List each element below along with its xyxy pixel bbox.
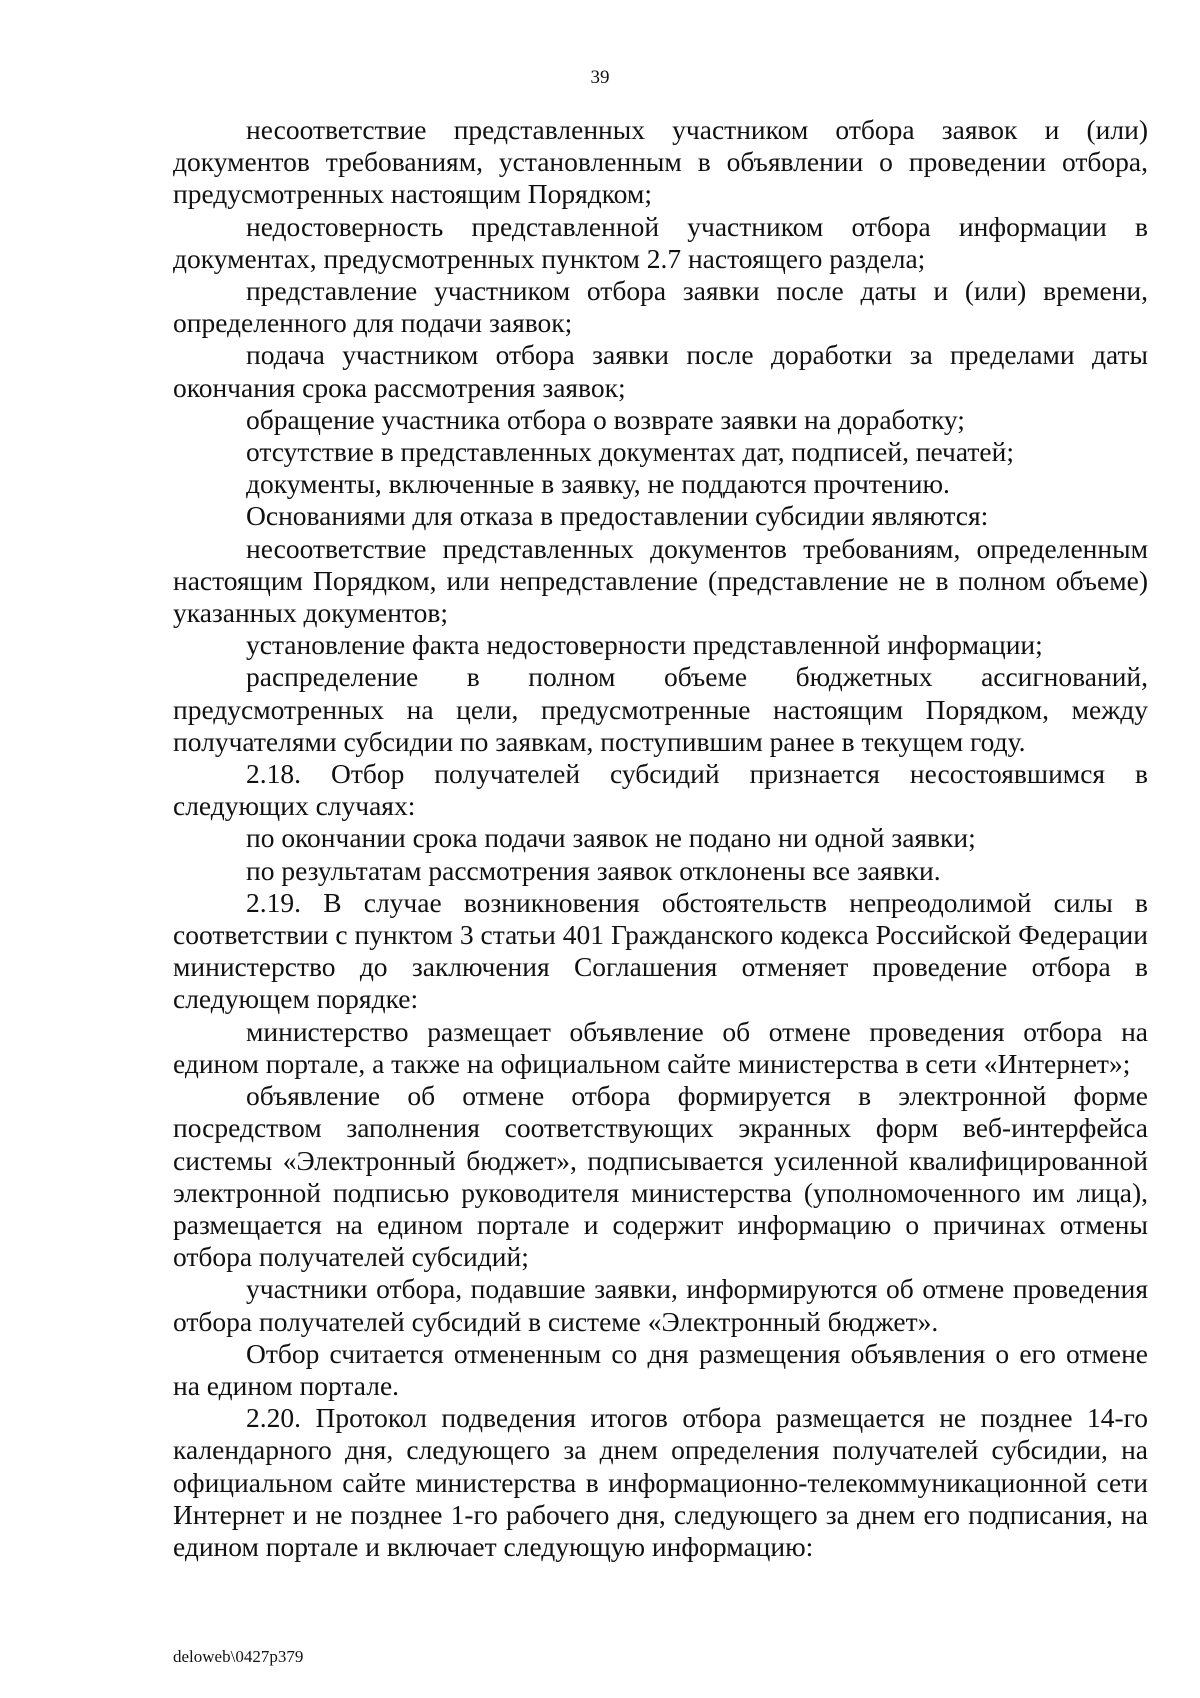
- paragraph: подача участником отбора заявки после доработки за пределами даты окончания срока рассмотрения заявок;: [173, 339, 1148, 403]
- paragraph: министерство размещает объявление об отмене проведения отбора на едином портале, а также на официальном сайте министерства в сети «Интернет»;: [173, 1015, 1148, 1079]
- paragraph: обращение участника отбора о возврате заявки на доработку;: [246, 403, 965, 435]
- paragraph: по окончании срока подачи заявок не подано ни одной заявки;: [246, 822, 976, 854]
- paragraph: несоответствие представленных документов требованиям, определенным настоящим Порядком, или непредставление (представление не в полном объеме) указанных документов;: [173, 532, 1148, 629]
- paragraph: представление участником отбора заявки после даты и (или) времени, определенного для подачи заявок;: [173, 275, 1148, 339]
- paragraph: объявление об отмене отбора формируется в электронной форме посредством заполнения соответствующих экранных форм веб-интерфейса системы «Электронный бюджет», подписывается усиленной квалифицированной электронной подписью руководителя министерства (уполномоченного им лица), размещается на едином портале и содержит информацию о причинах отмены отбора получателей субсидий;: [173, 1080, 1148, 1273]
- document-body: [173, 114, 1148, 1563]
- paragraph: по результатам рассмотрения заявок отклонены все заявки.: [246, 854, 941, 886]
- paragraph: распределение в полном объеме бюджетных ассигнований, предусмотренных на цели, предусмотренные настоящим Порядком, между получателями субсидии по заявкам, поступившим ранее в текущем году.: [173, 661, 1148, 757]
- paragraph: документы, включенные в заявку, не поддаются прочтению.: [246, 468, 950, 500]
- paragraph: несоответствие представленных участником отбора заявок и (или) документов требованиям, установленным в объявлении о проведении отбора, предусмотренных настоящим Порядком;: [173, 114, 1148, 210]
- paragraph: отсутствие в представленных документах дат, подписей, печатей;: [246, 436, 1014, 468]
- section-2-19: 2.19. В случае возникновения обстоятельств непреодолимой силы в соответствии с пунктом 3 статьи 401 Гражданского кодекса Российской Федерации министерство до заключения Соглашения отменяет проведение отбора в следующем порядке:: [173, 886, 1148, 1015]
- paragraph: Отбор считается отмененным со дня размещения объявления о его отмене на едином портале.: [173, 1337, 1148, 1401]
- page-number: 39: [590, 67, 610, 88]
- paragraph: установление факта недостоверности представленной информации;: [246, 629, 1043, 661]
- section-2-20: 2.20. Протокол подведения итогов отбора размещается не позднее 14-го календарного дня, следующего за днем определения получателей субсидии, на официальном сайте министерства в информационно-телекоммуникационной сети Интернет и не позднее 1-го рабочего дня, следующего за днем его подписания, на едином портале и включает следующую информацию:: [173, 1402, 1148, 1562]
- paragraph: Основаниями для отказа в предоставлении субсидии являются:: [246, 500, 989, 532]
- section-2-18: 2.18. Отбор получателей субсидий признается несостоявшимся в следующих случаях:: [173, 758, 1148, 822]
- paragraph: недостоверность представленной участником отбора информации в документах, предусмотренных пунктом 2.7 настоящего раздела;: [173, 210, 1148, 274]
- document-footer-id: deloweb\0427p379: [173, 1647, 304, 1666]
- paragraph: участники отбора, подавшие заявки, информируются об отмене проведения отбора получателей субсидий в системе «Электронный бюджет».: [173, 1273, 1148, 1337]
